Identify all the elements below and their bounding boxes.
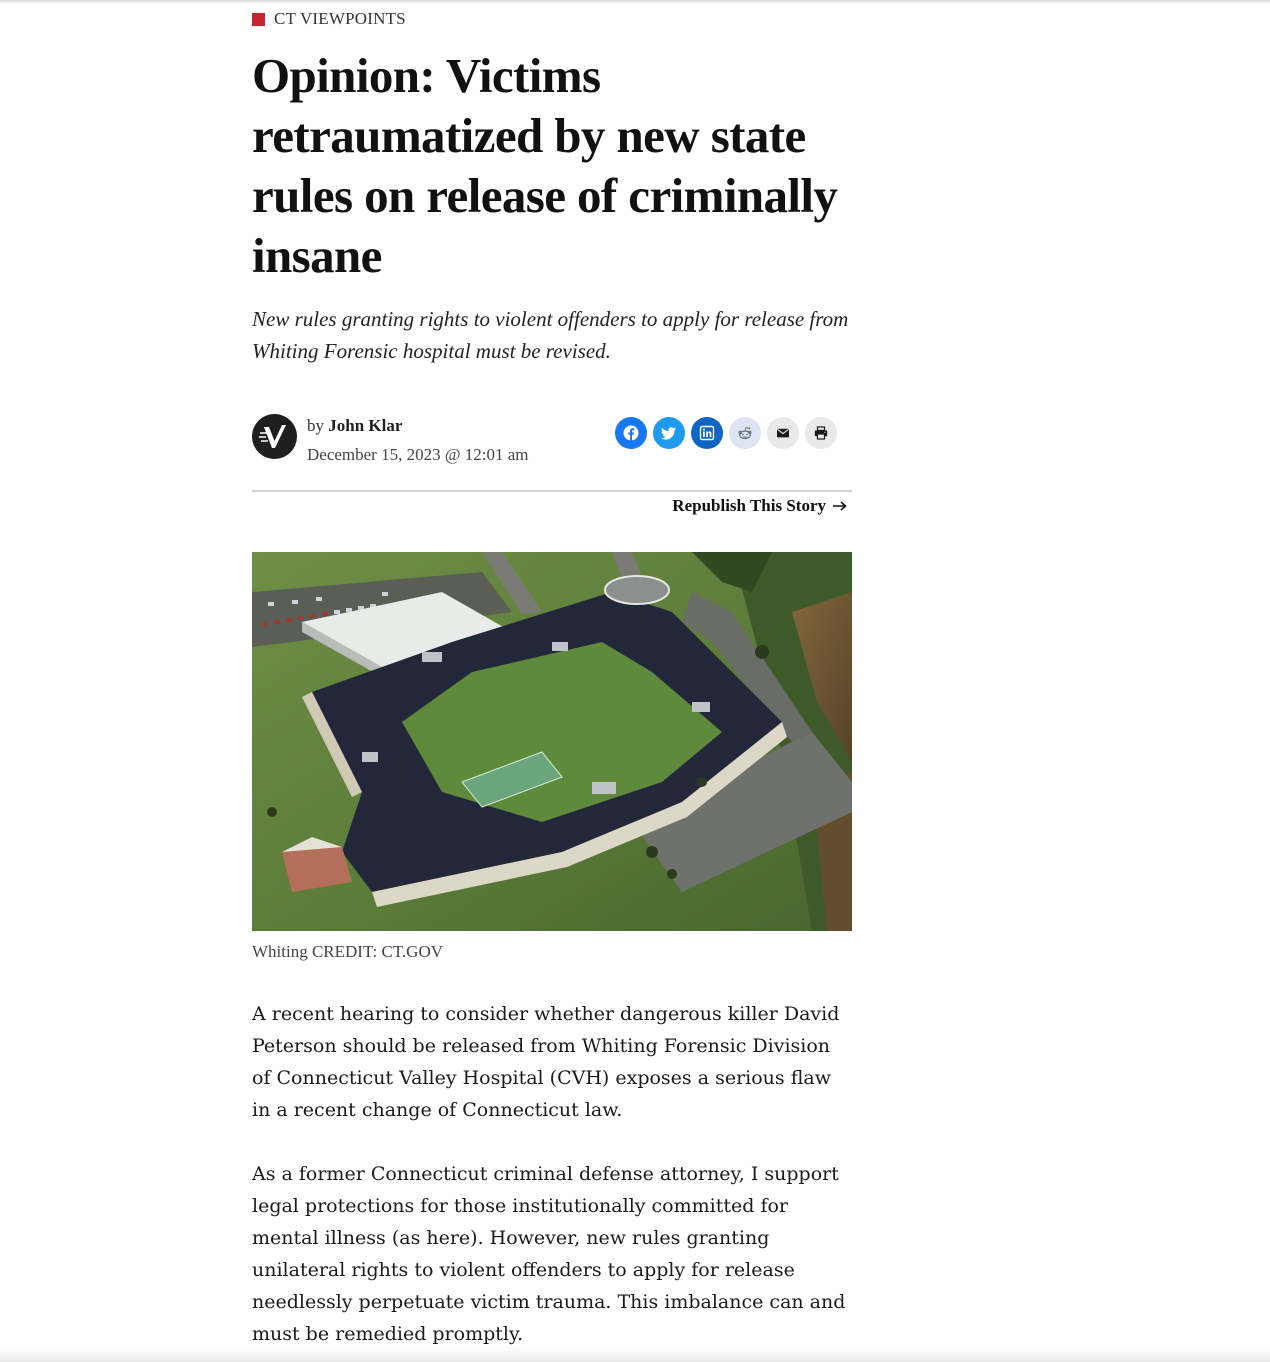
share-print-button[interactable] bbox=[805, 417, 837, 449]
print-icon bbox=[813, 425, 829, 441]
republish-story-link[interactable] bbox=[672, 496, 848, 516]
share-email-button[interactable] bbox=[767, 417, 799, 449]
author-link[interactable]: John Klar bbox=[328, 416, 403, 435]
article-headline: Opinion: Victims retraumatized by new state rules on release of criminally insane bbox=[252, 48, 838, 283]
republish-label: Republish This Story bbox=[672, 496, 826, 515]
category-link[interactable] bbox=[252, 9, 406, 29]
share-twitter-button[interactable] bbox=[653, 417, 685, 449]
reddit-icon bbox=[737, 425, 753, 441]
author-avatar[interactable] bbox=[252, 414, 297, 459]
bottom-edge-fade bbox=[0, 1346, 1270, 1362]
article-paragraph: A recent hearing to consider whether dangerous killer David Peterson should be released from Whiting Forensic Division of Connecticut Valley Hospital (CVH) exposes a serious flaw in a recent change of Connecticut law. bbox=[252, 1003, 840, 1121]
category-marker bbox=[252, 13, 265, 26]
article-paragraph: As a former Connecticut criminal defense attorney, I support legal protections for those institutionally committed for mental illness (as here). However, new rules granting unilateral rights to violent offenders to apply for release needlessly perpetuate victim trauma. This imbalance can and must be remedied promptly. bbox=[252, 1163, 846, 1345]
byline-text bbox=[307, 416, 402, 436]
share-linkedin-button[interactable] bbox=[691, 417, 723, 449]
byline bbox=[252, 413, 852, 473]
top-edge-shadow bbox=[0, 0, 1270, 4]
share-facebook-button[interactable] bbox=[615, 417, 647, 449]
share-buttons bbox=[615, 417, 837, 449]
whiting-hospital-aerial-photo bbox=[252, 552, 852, 931]
featured-image[interactable] bbox=[252, 552, 852, 931]
image-caption: Whiting CREDIT: CT.GOV bbox=[252, 942, 444, 961]
byline-divider bbox=[252, 490, 852, 492]
viewpoints-logo-icon bbox=[257, 419, 293, 455]
linkedin-icon bbox=[699, 425, 715, 441]
facebook-icon bbox=[623, 425, 639, 441]
publish-date: December 15, 2023 @ 12:01 am bbox=[307, 445, 529, 464]
category-label: CT VIEWPOINTS bbox=[274, 9, 406, 28]
byline-prefix: by bbox=[307, 416, 324, 435]
article-dek: New rules granting rights to violent offenders to apply for release from Whiting Forensic hospital must be revised. bbox=[252, 307, 849, 363]
share-reddit-button[interactable] bbox=[729, 417, 761, 449]
twitter-icon bbox=[661, 425, 677, 441]
email-icon bbox=[775, 425, 791, 441]
arrow-right-icon bbox=[832, 500, 848, 512]
